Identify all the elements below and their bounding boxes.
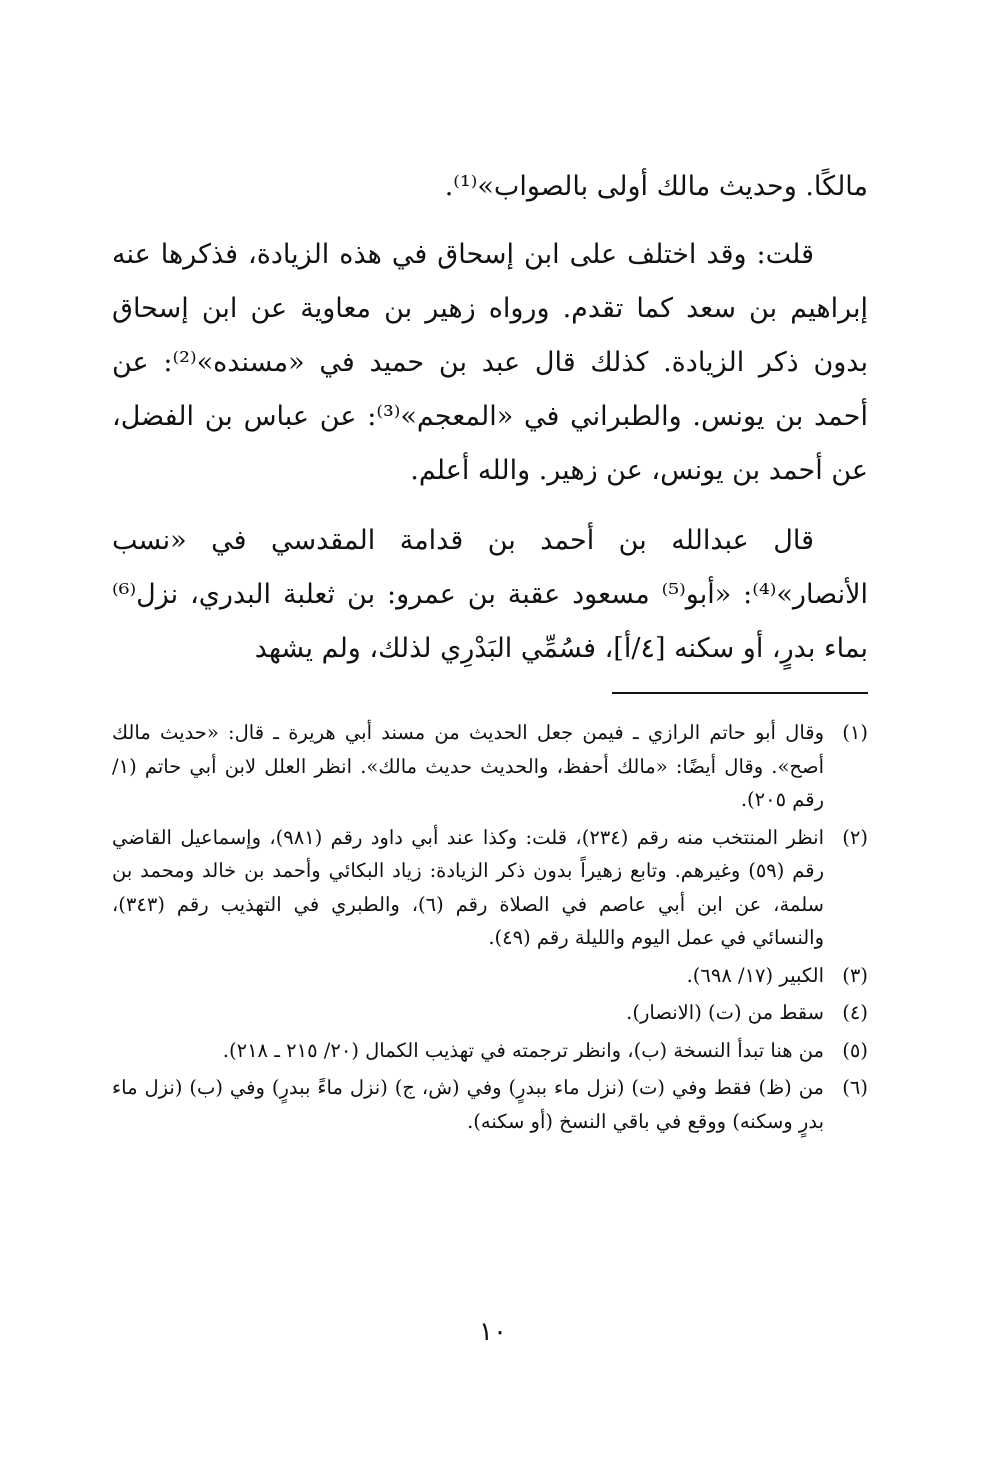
footnote-number: (٦) [842, 1076, 868, 1099]
footnote-text: الكبير (١٧/ ٦٩٨). [686, 963, 824, 987]
footnotes [112, 716, 868, 1142]
footnote-1 [112, 716, 868, 817]
footnote-text: سقط من (ت) (الانصار). [626, 1001, 824, 1024]
footnote-text: من (ظ) فقط وفي (ت) (نزل ماء ببدرٍ) وفي (ش، ج) (نزل ماءً ببدرٍ) وفي (ب) (نزل ماء بدرٍ وسكنه) ووقع في باقي النسخ (أو سكنه). [112, 1076, 824, 1133]
footnote-separator [612, 692, 868, 694]
paragraph-continuation: مالكًا. وحديث مالك أولى بالصواب»⁽¹⁾. [444, 171, 868, 202]
footnote-4 [112, 996, 868, 1030]
footnote-number: (٣) [842, 963, 868, 987]
main-text [112, 160, 868, 676]
footnote-text: من هنا تبدأ النسخة (ب)، وانظر ترجمته في تهذيب الكمال (٢٠/ ٢١٥ ـ ٢١٨). [222, 1038, 824, 1062]
paragraph-qult: قلت: وقد اختلف على ابن إسحاق في هذه الزيادة، فذكرها عنه إبراهيم بن سعد كما تقدم. ورواه زهير بن معاوية عن ابن إسحاق بدون ذكر الزيادة. كذلك قال عبد بن حميد في «مسنده»⁽²⁾: عن أحمد بن يونس. والطبراني في «المعجم»⁽³⁾: عن عباس بن الفضل، عن أحمد بن يونس، عن زهير. والله أعلم. [112, 239, 868, 486]
page-number: ١٠ [479, 1317, 507, 1347]
footnote-6 [112, 1071, 868, 1138]
footnote-number: (٤) [842, 1001, 868, 1024]
footnote-number: (١) [842, 721, 868, 744]
footnote-3 [112, 959, 868, 993]
footnote-text: وقال أبو حاتم الرازي ـ فيمن جعل الحديث من مسند أبي هريرة ـ قال: «حديث مالك أصح». وقال أيضًا: «مالك أحفظ، والحديث حديث مالك». انظر العلل لابن أبي حاتم (١/ رقم ٢٠٥). [112, 721, 824, 811]
footnote-5 [112, 1034, 868, 1068]
footnote-number: (٢) [842, 825, 868, 849]
footnote-number: (٥) [842, 1038, 868, 1062]
paragraph-qala-abdullah: قال عبدالله بن أحمد بن قدامة المقدسي في «نسب الأنصار»⁽⁴⁾: «أبو⁽⁵⁾ مسعود عقبة بن عمرو: بن ثعلبة البدري، نزل⁽⁶⁾ بماء بدرٍ، أو سكنه [٤/أ]، فسُمِّي البَدْرِي لذلك، ولم يشهد [112, 525, 868, 664]
footnote-2 [112, 821, 868, 955]
footnote-text: انظر المنتخب منه رقم (٢٣٤)، قلت: وكذا عند أبي داود رقم (٩٨١)، وإسماعيل القاضي رقم (٥٩) وغيرهم. وتابع زهيراً بدون ذكر الزيادة: زياد البكائي وأحمد بن خالد ومحمد بن سلمة، عن ابن أبي عاصم في الصلاة رقم (٦)، والطبري في التهذيب رقم (٣٤٣)، والنسائي في عمل اليوم والليلة رقم (٤٩). [112, 825, 825, 949]
